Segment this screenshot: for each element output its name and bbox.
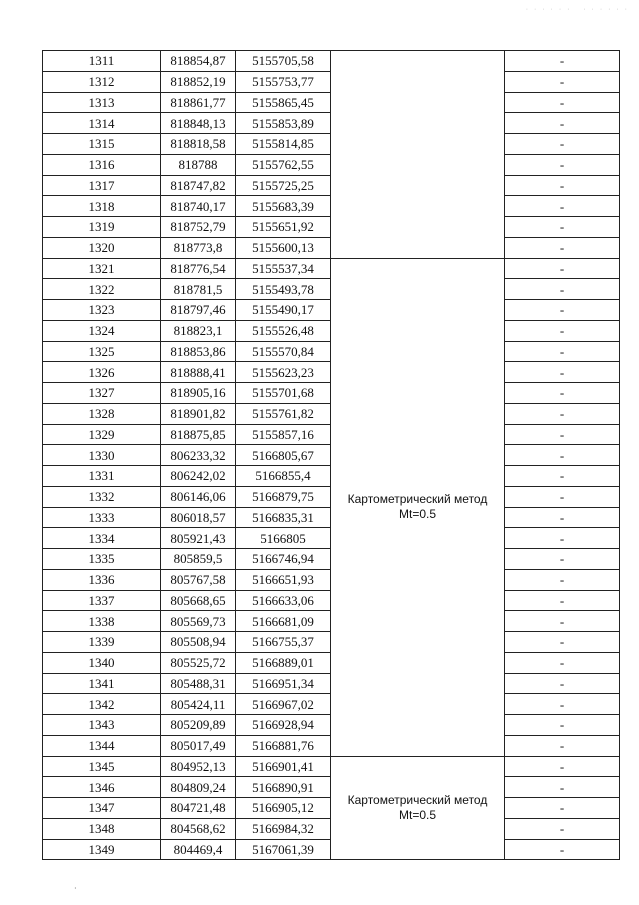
mark-cell: - — [505, 300, 620, 321]
point-number-cell: 1343 — [43, 715, 161, 736]
method-cell: Картометрический метод Mt=0.5 — [331, 258, 505, 756]
x-coordinate-cell: 805569,73 — [161, 611, 236, 632]
mark-cell: - — [505, 217, 620, 238]
y-coordinate-cell: 5166890,91 — [236, 777, 331, 798]
x-coordinate-cell: 818875,85 — [161, 424, 236, 445]
point-number-cell: 1323 — [43, 300, 161, 321]
x-coordinate-cell: 818788 — [161, 154, 236, 175]
mark-cell: - — [505, 486, 620, 507]
y-coordinate-cell: 5166928,94 — [236, 715, 331, 736]
x-coordinate-cell: 818888,41 — [161, 362, 236, 383]
point-number-cell: 1337 — [43, 590, 161, 611]
point-number-cell: 1338 — [43, 611, 161, 632]
method-cell: Картометрический метод Mt=0.5 — [331, 756, 505, 860]
x-coordinate-cell: 818848,13 — [161, 113, 236, 134]
y-coordinate-cell: 5166755,37 — [236, 632, 331, 653]
point-number-cell: 1321 — [43, 258, 161, 279]
mark-cell: - — [505, 632, 620, 653]
point-number-cell: 1322 — [43, 279, 161, 300]
y-coordinate-cell: 5155814,85 — [236, 134, 331, 155]
point-number-cell: 1319 — [43, 217, 161, 238]
point-number-cell: 1328 — [43, 403, 161, 424]
mark-cell: - — [505, 590, 620, 611]
y-coordinate-cell: 5155725,25 — [236, 175, 331, 196]
point-number-cell: 1325 — [43, 341, 161, 362]
x-coordinate-cell: 804952,13 — [161, 756, 236, 777]
x-coordinate-cell: 818797,46 — [161, 300, 236, 321]
y-coordinate-cell: 5155623,23 — [236, 362, 331, 383]
mark-cell: - — [505, 466, 620, 487]
y-coordinate-cell: 5166901,41 — [236, 756, 331, 777]
mark-cell: - — [505, 569, 620, 590]
point-number-cell: 1339 — [43, 632, 161, 653]
y-coordinate-cell: 5167061,39 — [236, 839, 331, 860]
point-number-cell: 1330 — [43, 445, 161, 466]
point-number-cell: 1347 — [43, 798, 161, 819]
y-coordinate-cell: 5166681,09 — [236, 611, 331, 632]
y-coordinate-cell: 5155570,84 — [236, 341, 331, 362]
x-coordinate-cell: 806018,57 — [161, 507, 236, 528]
mark-cell: - — [505, 403, 620, 424]
mark-cell: - — [505, 549, 620, 570]
y-coordinate-cell: 5166651,93 — [236, 569, 331, 590]
y-coordinate-cell: 5166805 — [236, 528, 331, 549]
point-number-cell: 1318 — [43, 196, 161, 217]
x-coordinate-cell: 804568,62 — [161, 818, 236, 839]
x-coordinate-cell: 806242,02 — [161, 466, 236, 487]
y-coordinate-cell: 5155651,92 — [236, 217, 331, 238]
x-coordinate-cell: 805017,49 — [161, 735, 236, 756]
y-coordinate-cell: 5166984,32 — [236, 818, 331, 839]
x-coordinate-cell: 818752,79 — [161, 217, 236, 238]
x-coordinate-cell: 818740,17 — [161, 196, 236, 217]
coordinates-table-body — [43, 51, 620, 860]
x-coordinate-cell: 818781,5 — [161, 279, 236, 300]
point-number-cell: 1345 — [43, 756, 161, 777]
scan-corner-marks: · · · · · · · · · · · · — [525, 6, 629, 13]
mark-cell: - — [505, 424, 620, 445]
x-coordinate-cell: 818823,1 — [161, 320, 236, 341]
y-coordinate-cell: 5166889,01 — [236, 652, 331, 673]
mark-cell: - — [505, 237, 620, 258]
point-number-cell: 1313 — [43, 92, 161, 113]
x-coordinate-cell: 818905,16 — [161, 383, 236, 404]
table-row — [43, 756, 620, 777]
x-coordinate-cell: 818854,87 — [161, 51, 236, 72]
table-row — [43, 51, 620, 72]
y-coordinate-cell: 5155865,45 — [236, 92, 331, 113]
x-coordinate-cell: 804469,4 — [161, 839, 236, 860]
table-row — [43, 258, 620, 279]
x-coordinate-cell: 804721,48 — [161, 798, 236, 819]
x-coordinate-cell: 805859,5 — [161, 549, 236, 570]
y-coordinate-cell: 5155683,39 — [236, 196, 331, 217]
y-coordinate-cell: 5166633,06 — [236, 590, 331, 611]
mark-cell: - — [505, 320, 620, 341]
point-number-cell: 1315 — [43, 134, 161, 155]
y-coordinate-cell: 5155493,78 — [236, 279, 331, 300]
point-number-cell: 1342 — [43, 694, 161, 715]
y-coordinate-cell: 5166855,4 — [236, 466, 331, 487]
point-number-cell: 1333 — [43, 507, 161, 528]
point-number-cell: 1340 — [43, 652, 161, 673]
mark-cell: - — [505, 51, 620, 72]
x-coordinate-cell: 818901,82 — [161, 403, 236, 424]
y-coordinate-cell: 5155853,89 — [236, 113, 331, 134]
point-number-cell: 1348 — [43, 818, 161, 839]
point-number-cell: 1316 — [43, 154, 161, 175]
y-coordinate-cell: 5166879,75 — [236, 486, 331, 507]
mark-cell: - — [505, 362, 620, 383]
x-coordinate-cell: 818776,54 — [161, 258, 236, 279]
x-coordinate-cell: 805424,11 — [161, 694, 236, 715]
mark-cell: - — [505, 611, 620, 632]
point-number-cell: 1329 — [43, 424, 161, 445]
point-number-cell: 1320 — [43, 237, 161, 258]
mark-cell: - — [505, 383, 620, 404]
x-coordinate-cell: 806146,06 — [161, 486, 236, 507]
y-coordinate-cell: 5155701,68 — [236, 383, 331, 404]
x-coordinate-cell: 818747,82 — [161, 175, 236, 196]
x-coordinate-cell: 818852,19 — [161, 71, 236, 92]
point-number-cell: 1332 — [43, 486, 161, 507]
point-number-cell: 1344 — [43, 735, 161, 756]
coordinates-table — [42, 50, 620, 860]
x-coordinate-cell: 805488,31 — [161, 673, 236, 694]
mark-cell: - — [505, 839, 620, 860]
y-coordinate-cell: 5155762,55 — [236, 154, 331, 175]
x-coordinate-cell: 805508,94 — [161, 632, 236, 653]
mark-cell: - — [505, 113, 620, 134]
point-number-cell: 1335 — [43, 549, 161, 570]
y-coordinate-cell: 5155600,13 — [236, 237, 331, 258]
scan-speck: · — [74, 884, 77, 893]
point-number-cell: 1336 — [43, 569, 161, 590]
mark-cell: - — [505, 258, 620, 279]
x-coordinate-cell: 805767,58 — [161, 569, 236, 590]
y-coordinate-cell: 5166905,12 — [236, 798, 331, 819]
mark-cell: - — [505, 279, 620, 300]
mark-cell: - — [505, 341, 620, 362]
y-coordinate-cell: 5155526,48 — [236, 320, 331, 341]
y-coordinate-cell: 5155753,77 — [236, 71, 331, 92]
mark-cell: - — [505, 528, 620, 549]
point-number-cell: 1331 — [43, 466, 161, 487]
mark-cell: - — [505, 777, 620, 798]
mark-cell: - — [505, 445, 620, 466]
x-coordinate-cell: 805209,89 — [161, 715, 236, 736]
point-number-cell: 1349 — [43, 839, 161, 860]
x-coordinate-cell: 818853,86 — [161, 341, 236, 362]
mark-cell: - — [505, 798, 620, 819]
point-number-cell: 1346 — [43, 777, 161, 798]
mark-cell: - — [505, 154, 620, 175]
mark-cell: - — [505, 652, 620, 673]
point-number-cell: 1327 — [43, 383, 161, 404]
point-number-cell: 1326 — [43, 362, 161, 383]
y-coordinate-cell: 5166835,31 — [236, 507, 331, 528]
y-coordinate-cell: 5166746,94 — [236, 549, 331, 570]
mark-cell: - — [505, 196, 620, 217]
y-coordinate-cell: 5166967,02 — [236, 694, 331, 715]
y-coordinate-cell: 5166951,34 — [236, 673, 331, 694]
mark-cell: - — [505, 92, 620, 113]
x-coordinate-cell: 805525,72 — [161, 652, 236, 673]
mark-cell: - — [505, 756, 620, 777]
y-coordinate-cell: 5155705,58 — [236, 51, 331, 72]
point-number-cell: 1311 — [43, 51, 161, 72]
mark-cell: - — [505, 735, 620, 756]
point-number-cell: 1312 — [43, 71, 161, 92]
point-number-cell: 1314 — [43, 113, 161, 134]
x-coordinate-cell: 805921,43 — [161, 528, 236, 549]
mark-cell: - — [505, 507, 620, 528]
y-coordinate-cell: 5155537,34 — [236, 258, 331, 279]
x-coordinate-cell: 818773,8 — [161, 237, 236, 258]
y-coordinate-cell: 5155761,82 — [236, 403, 331, 424]
point-number-cell: 1324 — [43, 320, 161, 341]
x-coordinate-cell: 818818,58 — [161, 134, 236, 155]
y-coordinate-cell: 5166805,67 — [236, 445, 331, 466]
mark-cell: - — [505, 175, 620, 196]
y-coordinate-cell: 5155857,16 — [236, 424, 331, 445]
mark-cell: - — [505, 134, 620, 155]
mark-cell: - — [505, 71, 620, 92]
x-coordinate-cell: 804809,24 — [161, 777, 236, 798]
mark-cell: - — [505, 715, 620, 736]
mark-cell: - — [505, 673, 620, 694]
mark-cell: - — [505, 818, 620, 839]
y-coordinate-cell: 5155490,17 — [236, 300, 331, 321]
mark-cell: - — [505, 694, 620, 715]
point-number-cell: 1341 — [43, 673, 161, 694]
y-coordinate-cell: 5166881,76 — [236, 735, 331, 756]
x-coordinate-cell: 805668,65 — [161, 590, 236, 611]
method-cell — [331, 51, 505, 259]
x-coordinate-cell: 818861,77 — [161, 92, 236, 113]
point-number-cell: 1334 — [43, 528, 161, 549]
point-number-cell: 1317 — [43, 175, 161, 196]
x-coordinate-cell: 806233,32 — [161, 445, 236, 466]
